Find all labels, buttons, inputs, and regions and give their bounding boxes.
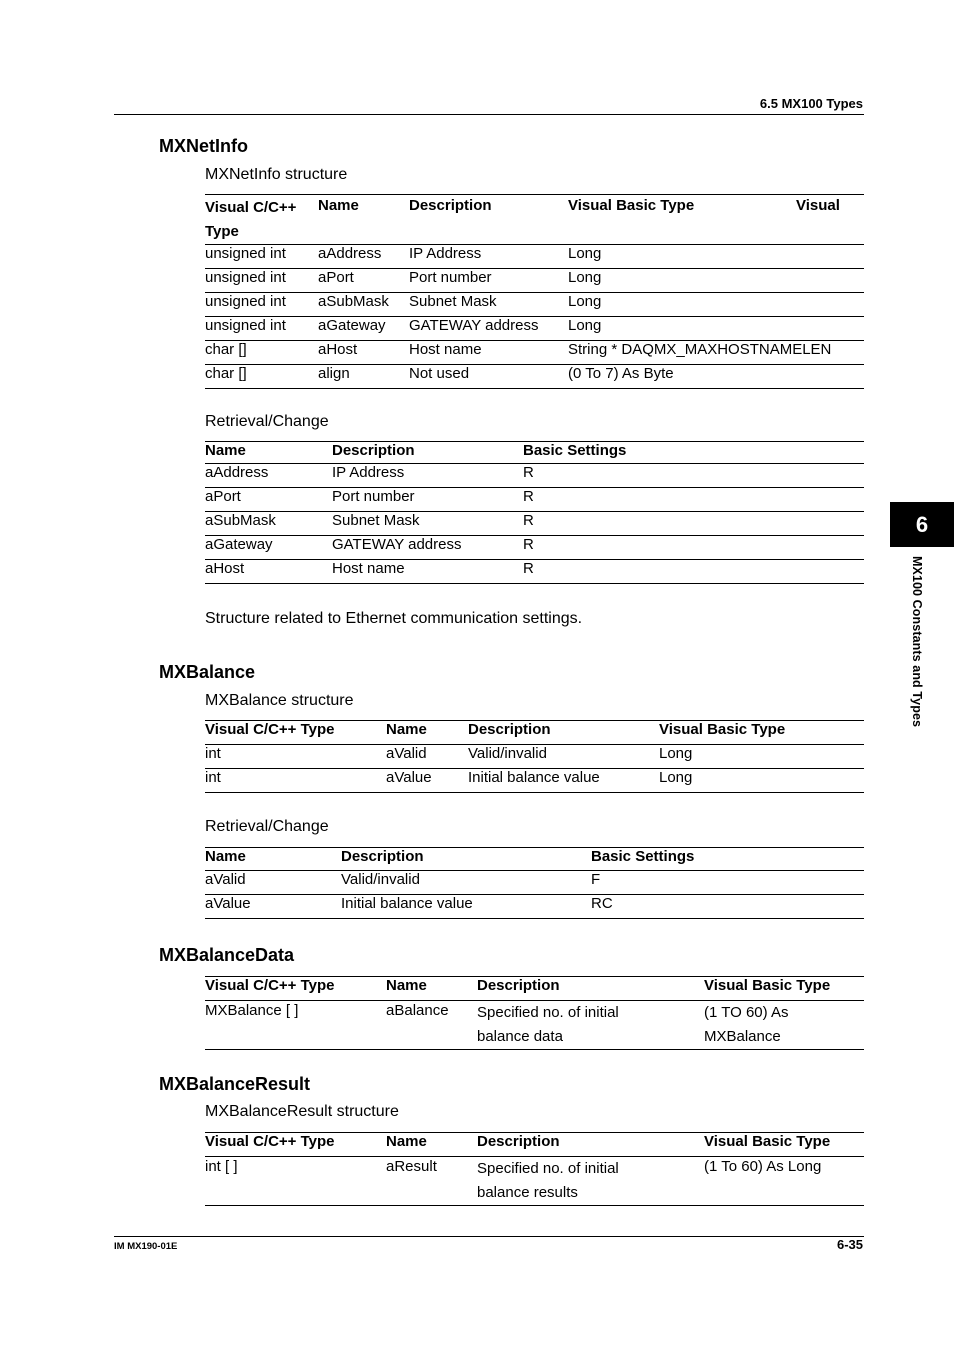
table-header-row <box>205 1133 864 1157</box>
column-header: Visual Basic Type <box>704 1133 831 1150</box>
column-header: Description <box>477 977 560 994</box>
table-cell: F <box>591 871 601 888</box>
table-cell: Specified no. of initial balance results <box>477 1160 619 1201</box>
structure-label: MXBalance structure <box>205 692 354 709</box>
column-header: Description <box>332 442 415 459</box>
column-header: Description <box>477 1133 560 1150</box>
table-header-row <box>205 442 864 464</box>
table-cell: GATEWAY address <box>409 317 539 334</box>
table-row <box>205 365 864 389</box>
table-cell: aSubMask <box>205 512 276 529</box>
column-header: Name <box>205 442 246 459</box>
table-cell: Host name <box>409 341 482 358</box>
table-cell: aPort <box>318 269 354 286</box>
table-row <box>205 769 864 793</box>
table-row <box>205 1157 864 1206</box>
table-cell: Subnet Mask <box>409 293 497 310</box>
table-cell: Initial balance value <box>341 895 473 912</box>
column-header: Visual C/C++ Type <box>205 1133 335 1150</box>
table-row <box>205 512 864 536</box>
netinfo-retrieval-table <box>205 441 864 584</box>
table-cell: char [] <box>205 365 247 382</box>
structure-label: MXNetInfo structure <box>205 166 348 183</box>
section-heading-mxbalance: MXBalance <box>159 662 256 682</box>
table-cell: IP Address <box>332 464 405 481</box>
table-cell: R <box>523 560 534 577</box>
table-header-row <box>205 848 864 871</box>
chapter-title: MX100 Constants and Types <box>910 556 924 728</box>
table-cell: int <box>205 745 221 762</box>
structure-label: MXBalanceResult structure <box>205 1103 399 1120</box>
table-cell: Long <box>568 269 602 286</box>
column-header: Name <box>386 977 427 994</box>
table-cell: aHost <box>318 341 358 358</box>
balance-retrieval-table <box>205 847 864 919</box>
retrieval-label: Retrieval/Change <box>205 413 329 430</box>
table-cell: aAddress <box>205 464 269 481</box>
manual-number: IM MX190-01E <box>114 1241 178 1252</box>
table-cell: aValue <box>386 769 432 786</box>
section-heading-mxnetinfo: MXNetInfo <box>159 136 248 156</box>
section-heading-mxbalancedata: MXBalanceData <box>159 945 295 965</box>
table-cell: Specified no. of initial balance data <box>477 1004 619 1045</box>
table-cell: R <box>523 512 534 529</box>
table-cell: unsigned int <box>205 317 286 334</box>
table-row <box>205 536 864 560</box>
table-cell: aGateway <box>318 317 386 334</box>
table-row <box>205 245 864 269</box>
table-cell: Subnet Mask <box>332 512 420 529</box>
table-cell: aHost <box>205 560 245 577</box>
table-cell: int <box>205 769 221 786</box>
header-rule <box>114 114 864 115</box>
table-cell: char [] <box>205 341 247 358</box>
column-header: Name <box>318 197 359 214</box>
chapter-tab: 6 <box>890 502 954 547</box>
table-cell: Long <box>568 245 602 262</box>
table-cell: aValid <box>386 745 427 762</box>
table-header-row <box>205 977 864 1001</box>
column-header: Visual C/C++ Type <box>205 721 335 738</box>
table-cell: Port number <box>409 269 492 286</box>
table-cell: Valid/invalid <box>468 745 547 762</box>
netinfo-structure-table <box>205 194 864 389</box>
table-cell: R <box>523 464 534 481</box>
column-header: Description <box>409 197 492 214</box>
table-row <box>205 341 864 365</box>
column-header: Description <box>341 848 424 865</box>
table-cell: Initial balance value <box>468 769 600 786</box>
table-row <box>205 560 864 584</box>
balance-result-table <box>205 1132 864 1206</box>
table-cell: R <box>523 536 534 553</box>
table-row <box>205 745 864 769</box>
table-cell: String * DAQMX_MAXHOSTNAMELEN <box>568 341 832 358</box>
table-cell: aSubMask <box>318 293 389 310</box>
balance-structure-table <box>205 720 864 793</box>
table-cell: (1 To 60) As Long <box>704 1158 822 1175</box>
table-row <box>205 464 864 488</box>
running-header: 6.5 MX100 Types <box>759 96 863 111</box>
column-header: Name <box>386 721 427 738</box>
column-header: Description <box>468 721 551 738</box>
table-row <box>205 1001 864 1050</box>
table-row <box>205 317 864 341</box>
table-cell: Host name <box>332 560 405 577</box>
table-cell: unsigned int <box>205 245 286 262</box>
table-cell: aGateway <box>205 536 273 553</box>
column-header: Visual C/C++ Type <box>205 977 335 994</box>
balance-data-table <box>205 976 864 1050</box>
footer-rule <box>114 1236 864 1237</box>
table-cell: aValue <box>205 895 251 912</box>
table-cell: Long <box>659 745 693 762</box>
table-cell: R <box>523 488 534 505</box>
table-row <box>205 488 864 512</box>
column-header: Visual Basic Type <box>568 197 695 214</box>
column-header: Basic Settings <box>591 848 695 865</box>
column-header: Name <box>205 848 246 865</box>
table-cell: Valid/invalid <box>341 871 420 888</box>
table-cell: align <box>318 365 350 382</box>
column-header: Visual Basic Type <box>704 977 831 994</box>
table-cell: aResult <box>386 1158 437 1175</box>
table-cell: unsigned int <box>205 293 286 310</box>
column-header: Visual <box>796 197 840 214</box>
table-cell: unsigned int <box>205 269 286 286</box>
column-header: Name <box>386 1133 427 1150</box>
description-paragraph: Structure related to Ethernet communication settings. <box>205 610 583 627</box>
table-row <box>205 269 864 293</box>
table-cell: Long <box>659 769 693 786</box>
column-header: Visual C/C++ Type <box>205 199 297 240</box>
table-cell: Long <box>568 293 602 310</box>
table-cell: aAddress <box>318 245 382 262</box>
table-cell: int [ ] <box>205 1158 238 1175</box>
table-row <box>205 293 864 317</box>
table-header-row <box>205 195 864 245</box>
table-row <box>205 871 864 895</box>
column-header: Basic Settings <box>523 442 627 459</box>
table-cell: IP Address <box>409 245 482 262</box>
table-cell: aValid <box>205 871 246 888</box>
table-cell: Port number <box>332 488 415 505</box>
table-cell: Not used <box>409 365 470 382</box>
section-heading-mxbalanceresult: MXBalanceResult <box>159 1074 311 1094</box>
table-cell: (0 To 7) As Byte <box>568 365 674 382</box>
table-header-row <box>205 721 864 745</box>
table-cell: aPort <box>205 488 241 505</box>
table-cell: MXBalance [ ] <box>205 1002 299 1019</box>
table-cell: GATEWAY address <box>332 536 462 553</box>
page-number: 6-35 <box>836 1237 863 1252</box>
retrieval-label: Retrieval/Change <box>205 818 329 835</box>
column-header: Visual Basic Type <box>659 721 786 738</box>
table-cell: RC <box>591 895 613 912</box>
table-row <box>205 895 864 919</box>
table-cell: aBalance <box>386 1002 449 1019</box>
table-cell: Long <box>568 317 602 334</box>
table-cell: (1 TO 60) As MXBalance <box>704 1004 789 1045</box>
